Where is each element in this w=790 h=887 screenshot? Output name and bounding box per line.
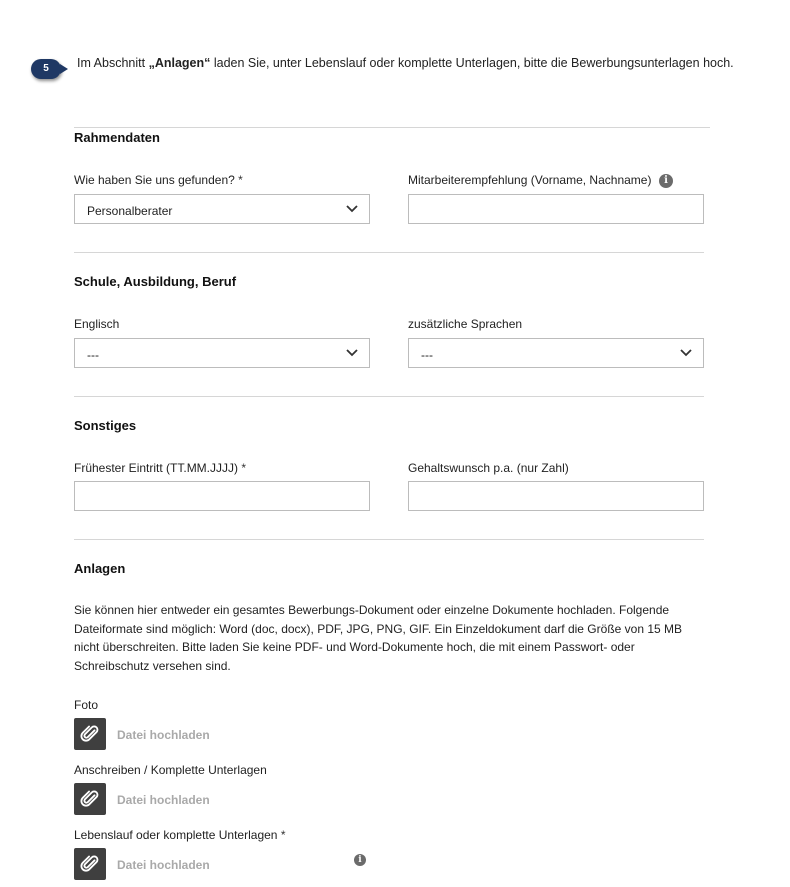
- referral-label: Mitarbeiterempfehlung (Vorname, Nachname): [408, 173, 652, 187]
- english-select[interactable]: [74, 338, 370, 368]
- section-divider: [74, 396, 704, 397]
- section-divider: [74, 127, 710, 128]
- info-icon[interactable]: i: [659, 174, 673, 188]
- step-number-badge: 5: [31, 59, 61, 79]
- chevron-down-icon: [345, 204, 359, 214]
- referral-input[interactable]: [408, 194, 704, 224]
- start-date-label-text: Frühester Eintritt (TT.MM.JJJJ): [74, 461, 239, 475]
- instruction-section-name: „Anlagen“: [148, 56, 211, 70]
- found-label-text: Wie haben Sie uns gefunden?: [74, 173, 235, 187]
- found-select[interactable]: [74, 194, 370, 224]
- paperclip-icon: [79, 853, 101, 875]
- section-title-anlagen: Anlagen: [74, 561, 126, 576]
- required-marker: *: [241, 461, 247, 475]
- required-marker: *: [238, 173, 243, 187]
- upload-button-foto[interactable]: [74, 718, 106, 750]
- languages-label: zusätzliche Sprachen: [408, 317, 523, 331]
- salary-input[interactable]: [408, 481, 704, 511]
- section-divider: [74, 252, 704, 253]
- english-label: Englisch: [74, 317, 120, 331]
- step-instruction: [77, 56, 737, 71]
- languages-select-value: ---: [421, 348, 433, 362]
- upload-button-label[interactable]: Datei hochladen: [117, 728, 210, 742]
- chevron-down-icon: [679, 348, 693, 358]
- section-title-rahmendaten: Rahmendaten: [74, 130, 160, 145]
- start-date-label: [74, 461, 246, 475]
- section-divider: [74, 539, 704, 540]
- upload-button-label[interactable]: Datei hochladen: [117, 793, 210, 807]
- upload-button-lebenslauf[interactable]: [74, 848, 106, 880]
- required-marker: *: [280, 828, 286, 842]
- info-icon[interactable]: i: [354, 854, 366, 866]
- upload-label-anschreiben: Anschreiben / Komplette Unterlagen: [74, 763, 267, 777]
- upload-button-anschreiben[interactable]: [74, 783, 106, 815]
- paperclip-icon: [79, 788, 101, 810]
- found-label: [74, 173, 243, 187]
- upload-label-lebenslauf: [74, 828, 285, 842]
- chevron-down-icon: [345, 348, 359, 358]
- english-select-value: ---: [87, 348, 99, 362]
- section-title-schule: Schule, Ausbildung, Beruf: [74, 274, 237, 289]
- anlagen-description: Sie können hier entweder ein gesamtes Bewerbungs-Dokument oder einzelne Dokumente hochladen. Folgende Dateiformate sind möglich: Word (doc, docx), PDF, JPG, PNG, GIF. Ein Einzeldokument darf die Größe von 15 MB nicht überschreiten. Bitte laden Sie keine PDF- und Word-Dokumente hoch, die mit einem Passwort- oder Schreibschutz versehen sind.: [74, 603, 683, 673]
- paperclip-icon: [79, 723, 101, 745]
- found-select-value: Personalberater: [87, 204, 173, 218]
- instruction-text-end: laden Sie, unter Lebenslauf oder komplette Unterlagen, bitte die Bewerbungsunterlagen hoch.: [210, 56, 734, 70]
- upload-label-foto: Foto: [74, 698, 99, 712]
- section-title-sonstiges: Sonstiges: [74, 418, 137, 433]
- languages-select[interactable]: [408, 338, 704, 368]
- salary-label: Gehaltswunsch p.a. (nur Zahl): [408, 461, 569, 475]
- upload-label-lebenslauf-text: Lebenslauf oder komplette Unterlagen: [74, 828, 278, 842]
- start-date-input[interactable]: [74, 481, 370, 511]
- instruction-text-start: Im Abschnitt: [77, 56, 149, 70]
- upload-button-label[interactable]: Datei hochladen: [117, 858, 210, 872]
